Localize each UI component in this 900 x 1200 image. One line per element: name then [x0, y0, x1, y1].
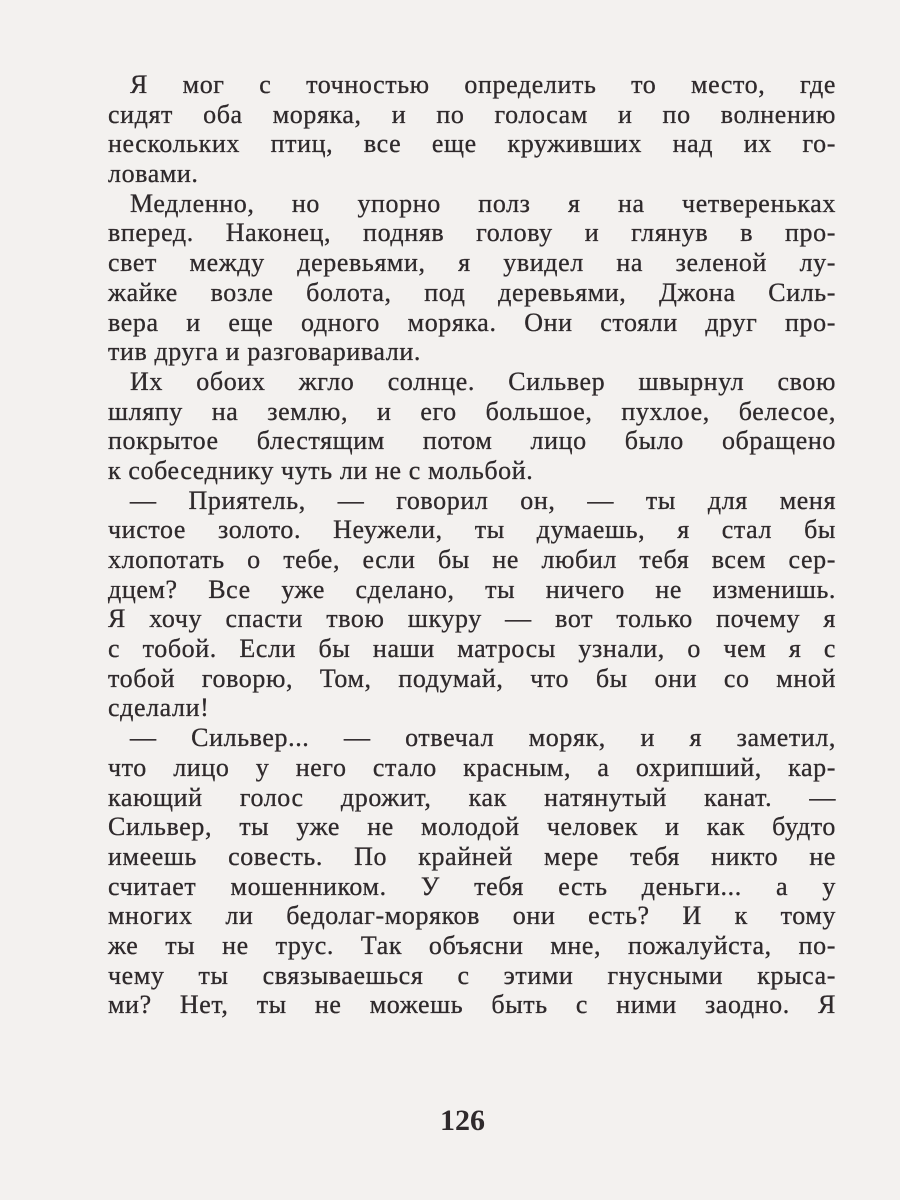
text-line: имеешь совесть. По крайней мере тебя никто не	[108, 841, 836, 871]
text-line: чистое золото. Неужели, ты думаешь, я стал бы	[108, 515, 836, 545]
paragraph	[108, 189, 836, 367]
text-line: — Сильвер... — отвечал моряк, и я заметил,	[130, 723, 836, 753]
text-line: многих ли бедолаг-моряков они есть? И к тому	[108, 901, 836, 931]
paragraph	[108, 367, 836, 486]
text-line: хлопотать о тебе, если бы не любил тебя всем сер-	[108, 545, 836, 574]
paragraph	[108, 70, 836, 189]
page-number: 126	[440, 1104, 485, 1137]
text-line: Медленно, но упорно полз я на четвереньках	[130, 188, 836, 218]
text-line: считает мошенником. У тебя есть деньги... а у	[108, 871, 836, 901]
text-line: Сильвер, ты уже не молодой человек и как будто	[108, 812, 836, 842]
text-line: жайке возле болота, под деревьями, Джона Силь-	[108, 277, 836, 307]
paragraph	[108, 486, 836, 724]
text-line: к собеседнику чуть ли не с мольбой.	[108, 455, 534, 485]
text-line: — Приятель, — говорил он, — ты для меня	[130, 485, 836, 515]
text-line: вера и еще одного моряка. Они стояли друг про-	[108, 307, 836, 337]
text-line: Я мог с точностью определить то место, где	[130, 70, 836, 99]
text-line: с тобой. Если бы наши матросы узнали, о чем я с	[108, 634, 836, 664]
text-line: нескольких птиц, все еще круживших над их го-	[108, 129, 836, 159]
text-line: что лицо у него стало красным, а охрипший, кар-	[108, 752, 836, 782]
text-line: кающий голос дрожит, как натянутый канат. —	[108, 782, 836, 812]
text-line: Их обоих жгло солнце. Сильвер швырнул свою	[130, 366, 836, 396]
text-line: Я хочу спасти твою шкуру — вот только почему я	[108, 604, 836, 634]
text-line: сделали!	[108, 693, 210, 723]
text-line: тобой говорю, Том, подумай, что бы они со мной	[108, 663, 836, 693]
text-line: покрытое блестящим потом лицо было обращено	[108, 426, 836, 456]
text-line: тив друга и разговаривали.	[108, 337, 421, 367]
text-line: свет между деревьями, я увидел на зеленой лу-	[108, 248, 836, 278]
text-line: же ты не трус. Так объясни мне, пожалуйста, по-	[108, 930, 836, 960]
paragraph	[108, 723, 836, 1020]
text-line: чему ты связываешься с этими гнусными крыса-	[108, 960, 836, 990]
text-line: дцем? Все уже сделано, ты ничего не изменишь.	[108, 574, 836, 604]
text-line: сидят оба моряка, и по голосам и по волнению	[108, 99, 836, 129]
page-text	[108, 70, 836, 1020]
text-line: ловами.	[108, 159, 199, 189]
text-line: вперед. Наконец, подняв голову и глянув в про-	[108, 218, 836, 248]
text-line: ми? Нет, ты не можешь быть с ними заодно. Я	[108, 990, 836, 1020]
text-line: шляпу на землю, и его большое, пухлое, белесое,	[108, 396, 836, 426]
